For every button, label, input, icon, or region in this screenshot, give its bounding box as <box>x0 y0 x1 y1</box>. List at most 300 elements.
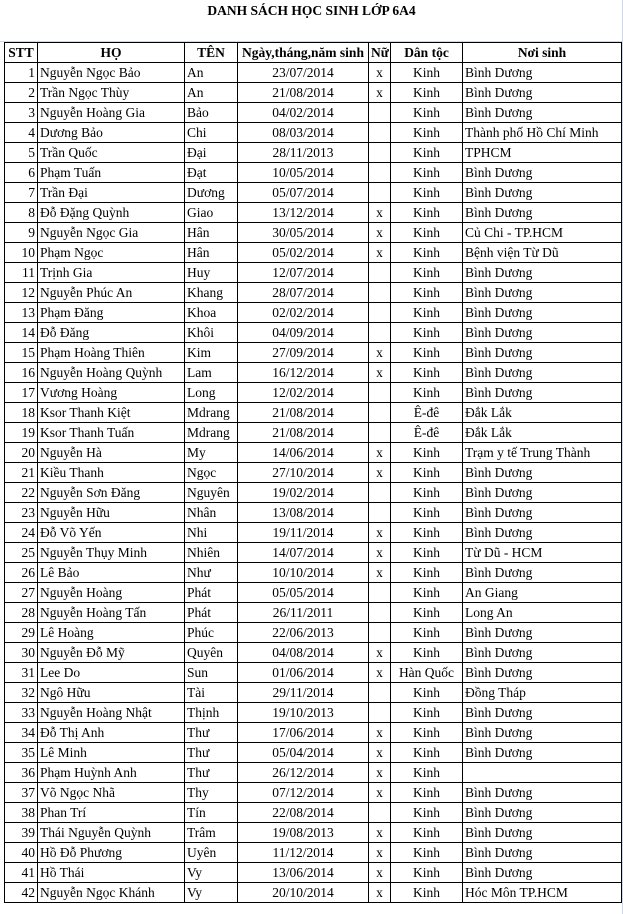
ten-cell[interactable]: Trâm <box>185 823 238 843</box>
noi-sinh-cell[interactable]: Bình Dương <box>463 843 622 863</box>
dan-toc-cell[interactable]: Kinh <box>391 383 463 403</box>
birthdate-cell[interactable]: 13/08/2014 <box>238 503 369 523</box>
noi-sinh-cell[interactable]: Bình Dương <box>463 383 622 403</box>
dan-toc-cell[interactable]: Kinh <box>391 843 463 863</box>
dan-toc-cell[interactable]: Kinh <box>391 343 463 363</box>
nu-cell[interactable]: x <box>369 343 391 363</box>
birthdate-cell[interactable]: 05/05/2014 <box>238 583 369 603</box>
ho-cell[interactable]: Lee Do <box>38 663 185 683</box>
dan-toc-cell[interactable]: Kinh <box>391 103 463 123</box>
header-ten[interactable]: TÊN <box>185 43 238 63</box>
ten-cell[interactable]: Tín <box>185 803 238 823</box>
ten-cell[interactable]: Chi <box>185 123 238 143</box>
birthdate-cell[interactable]: 19/08/2013 <box>238 823 369 843</box>
stt-cell[interactable]: 8 <box>5 203 38 223</box>
ten-cell[interactable]: Huy <box>185 263 238 283</box>
birthdate-cell[interactable]: 29/11/2014 <box>238 683 369 703</box>
nu-cell[interactable]: x <box>369 63 391 83</box>
nu-cell[interactable]: x <box>369 443 391 463</box>
noi-sinh-cell[interactable]: Bình Dương <box>463 103 622 123</box>
nu-cell[interactable]: x <box>369 463 391 483</box>
birthdate-cell[interactable]: 12/02/2014 <box>238 383 369 403</box>
noi-sinh-cell[interactable]: An Giang <box>463 583 622 603</box>
stt-cell[interactable]: 22 <box>5 483 38 503</box>
birthdate-cell[interactable]: 28/11/2013 <box>238 143 369 163</box>
noi-sinh-cell[interactable]: Bình Dương <box>463 263 622 283</box>
birthdate-cell[interactable]: 14/06/2014 <box>238 443 369 463</box>
stt-cell[interactable]: 5 <box>5 143 38 163</box>
dan-toc-cell[interactable]: Kinh <box>391 443 463 463</box>
ten-cell[interactable]: Thư <box>185 743 238 763</box>
birthdate-cell[interactable]: 23/07/2014 <box>238 63 369 83</box>
birthdate-cell[interactable]: 27/10/2014 <box>238 463 369 483</box>
ho-cell[interactable]: Nguyễn Hữu <box>38 503 185 523</box>
nu-cell[interactable] <box>369 403 391 423</box>
noi-sinh-cell[interactable]: Bình Dương <box>463 743 622 763</box>
birthdate-cell[interactable]: 12/07/2014 <box>238 263 369 283</box>
birthdate-cell[interactable]: 04/08/2014 <box>238 643 369 663</box>
birthdate-cell[interactable]: 19/10/2013 <box>238 703 369 723</box>
stt-cell[interactable]: 35 <box>5 743 38 763</box>
ten-cell[interactable]: Nguyên <box>185 483 238 503</box>
nu-cell[interactable] <box>369 623 391 643</box>
ho-cell[interactable]: Phạm Huỳnh Anh <box>38 763 185 783</box>
nu-cell[interactable]: x <box>369 243 391 263</box>
noi-sinh-cell[interactable]: Bình Dương <box>463 363 622 383</box>
noi-sinh-cell[interactable]: Đắk Lắk <box>463 403 622 423</box>
nu-cell[interactable]: x <box>369 663 391 683</box>
ho-cell[interactable]: Nguyễn Hoàng Gia <box>38 103 185 123</box>
noi-sinh-cell[interactable]: Bình Dương <box>463 703 622 723</box>
ho-cell[interactable]: Kiều Thanh <box>38 463 185 483</box>
noi-sinh-cell[interactable]: Trạm y tế Trung Thành <box>463 443 622 463</box>
ten-cell[interactable]: Giao <box>185 203 238 223</box>
noi-sinh-cell[interactable]: Hóc Môn TP.HCM <box>463 883 622 903</box>
birthdate-cell[interactable]: 26/12/2014 <box>238 763 369 783</box>
ten-cell[interactable]: Phát <box>185 603 238 623</box>
dan-toc-cell[interactable]: Kinh <box>391 143 463 163</box>
stt-cell[interactable]: 32 <box>5 683 38 703</box>
noi-sinh-cell[interactable]: Bình Dương <box>463 183 622 203</box>
header-ngay-sinh[interactable]: Ngày,tháng,năm sinh <box>238 43 369 63</box>
stt-cell[interactable]: 39 <box>5 823 38 843</box>
dan-toc-cell[interactable]: Kinh <box>391 463 463 483</box>
stt-cell[interactable]: 41 <box>5 863 38 883</box>
ten-cell[interactable]: Ngọc <box>185 463 238 483</box>
ten-cell[interactable]: Như <box>185 563 238 583</box>
nu-cell[interactable]: x <box>369 363 391 383</box>
stt-cell[interactable]: 29 <box>5 623 38 643</box>
birthdate-cell[interactable]: 01/06/2014 <box>238 663 369 683</box>
birthdate-cell[interactable]: 30/05/2014 <box>238 223 369 243</box>
nu-cell[interactable]: x <box>369 863 391 883</box>
ho-cell[interactable]: Đỗ Đặng Quỳnh <box>38 203 185 223</box>
nu-cell[interactable]: x <box>369 763 391 783</box>
stt-cell[interactable]: 28 <box>5 603 38 623</box>
stt-cell[interactable]: 42 <box>5 883 38 903</box>
stt-cell[interactable]: 20 <box>5 443 38 463</box>
noi-sinh-cell[interactable]: Bình Dương <box>463 343 622 363</box>
ho-cell[interactable]: Nguyễn Hoàng Tấn <box>38 603 185 623</box>
ho-cell[interactable]: Nguyễn Phúc An <box>38 283 185 303</box>
ho-cell[interactable]: Phạm Tuấn <box>38 163 185 183</box>
dan-toc-cell[interactable]: Kinh <box>391 223 463 243</box>
dan-toc-cell[interactable]: Hàn Quốc <box>391 663 463 683</box>
dan-toc-cell[interactable]: Kinh <box>391 523 463 543</box>
dan-toc-cell[interactable]: Kinh <box>391 323 463 343</box>
birthdate-cell[interactable]: 22/06/2013 <box>238 623 369 643</box>
noi-sinh-cell[interactable]: Bình Dương <box>463 323 622 343</box>
noi-sinh-cell[interactable]: Bình Dương <box>463 303 622 323</box>
nu-cell[interactable]: x <box>369 883 391 903</box>
ho-cell[interactable]: Thái Nguyễn Quỳnh <box>38 823 185 843</box>
stt-cell[interactable]: 2 <box>5 83 38 103</box>
dan-toc-cell[interactable]: Kinh <box>391 563 463 583</box>
dan-toc-cell[interactable]: Kinh <box>391 123 463 143</box>
birthdate-cell[interactable]: 21/08/2014 <box>238 403 369 423</box>
nu-cell[interactable] <box>369 423 391 443</box>
noi-sinh-cell[interactable]: Đắk Lắk <box>463 423 622 443</box>
dan-toc-cell[interactable]: Kinh <box>391 363 463 383</box>
dan-toc-cell[interactable]: Kinh <box>391 803 463 823</box>
dan-toc-cell[interactable]: Kinh <box>391 203 463 223</box>
birthdate-cell[interactable]: 10/10/2014 <box>238 563 369 583</box>
nu-cell[interactable] <box>369 303 391 323</box>
stt-cell[interactable]: 14 <box>5 323 38 343</box>
noi-sinh-cell[interactable]: TPHCM <box>463 143 622 163</box>
dan-toc-cell[interactable]: Kinh <box>391 583 463 603</box>
header-nu[interactable]: Nữ <box>369 43 391 63</box>
dan-toc-cell[interactable]: Kinh <box>391 763 463 783</box>
dan-toc-cell[interactable]: Kinh <box>391 743 463 763</box>
nu-cell[interactable] <box>369 283 391 303</box>
ho-cell[interactable]: Ngô Hữu <box>38 683 185 703</box>
birthdate-cell[interactable]: 08/03/2014 <box>238 123 369 143</box>
stt-cell[interactable]: 19 <box>5 423 38 443</box>
ho-cell[interactable]: Nguyễn Hoàng Quỳnh <box>38 363 185 383</box>
stt-cell[interactable]: 34 <box>5 723 38 743</box>
ho-cell[interactable]: Hồ Thái <box>38 863 185 883</box>
ho-cell[interactable]: Nguyễn Sơn Đăng <box>38 483 185 503</box>
birthdate-cell[interactable]: 21/08/2014 <box>238 83 369 103</box>
ho-cell[interactable]: Nguyễn Thụy Minh <box>38 543 185 563</box>
dan-toc-cell[interactable]: Kinh <box>391 683 463 703</box>
dan-toc-cell[interactable]: Kinh <box>391 163 463 183</box>
stt-cell[interactable]: 7 <box>5 183 38 203</box>
stt-cell[interactable]: 24 <box>5 523 38 543</box>
dan-toc-cell[interactable]: Kinh <box>391 783 463 803</box>
noi-sinh-cell[interactable]: Bình Dương <box>463 663 622 683</box>
birthdate-cell[interactable]: 20/10/2014 <box>238 883 369 903</box>
noi-sinh-cell[interactable]: Bình Dương <box>463 63 622 83</box>
ho-cell[interactable]: Phạm Hoàng Thiên <box>38 343 185 363</box>
birthdate-cell[interactable]: 16/12/2014 <box>238 363 369 383</box>
nu-cell[interactable] <box>369 123 391 143</box>
ho-cell[interactable]: Nguyễn Đỗ Mỹ <box>38 643 185 663</box>
noi-sinh-cell[interactable]: Bình Dương <box>463 523 622 543</box>
nu-cell[interactable] <box>369 483 391 503</box>
dan-toc-cell[interactable]: Kinh <box>391 183 463 203</box>
noi-sinh-cell[interactable]: Bình Dương <box>463 283 622 303</box>
ho-cell[interactable]: Nguyễn Hà <box>38 443 185 463</box>
birthdate-cell[interactable]: 05/07/2014 <box>238 183 369 203</box>
dan-toc-cell[interactable]: Kinh <box>391 823 463 843</box>
dan-toc-cell[interactable]: Kinh <box>391 643 463 663</box>
header-dan-toc[interactable]: Dân tộc <box>391 43 463 63</box>
noi-sinh-cell[interactable]: Long An <box>463 603 622 623</box>
ten-cell[interactable]: Đạt <box>185 163 238 183</box>
ten-cell[interactable]: My <box>185 443 238 463</box>
dan-toc-cell[interactable]: Ê-đê <box>391 403 463 423</box>
birthdate-cell[interactable]: 13/12/2014 <box>238 203 369 223</box>
ho-cell[interactable]: Trần Đại <box>38 183 185 203</box>
ten-cell[interactable]: Phúc <box>185 623 238 643</box>
nu-cell[interactable] <box>369 703 391 723</box>
noi-sinh-cell[interactable]: Bình Dương <box>463 863 622 883</box>
ho-cell[interactable]: Võ Ngọc Nhã <box>38 783 185 803</box>
ten-cell[interactable]: Kim <box>185 343 238 363</box>
dan-toc-cell[interactable]: Kinh <box>391 483 463 503</box>
noi-sinh-cell[interactable]: Bình Dương <box>463 723 622 743</box>
ten-cell[interactable]: Đại <box>185 143 238 163</box>
noi-sinh-cell[interactable] <box>463 763 622 783</box>
noi-sinh-cell[interactable]: Bình Dương <box>463 503 622 523</box>
stt-cell[interactable]: 18 <box>5 403 38 423</box>
stt-cell[interactable]: 10 <box>5 243 38 263</box>
header-stt[interactable]: STT <box>5 43 38 63</box>
ho-cell[interactable]: Nguyễn Ngọc Bảo <box>38 63 185 83</box>
noi-sinh-cell[interactable]: Bình Dương <box>463 483 622 503</box>
empty-sheet-row[interactable] <box>0 22 623 42</box>
stt-cell[interactable]: 9 <box>5 223 38 243</box>
nu-cell[interactable]: x <box>369 203 391 223</box>
dan-toc-cell[interactable]: Kinh <box>391 63 463 83</box>
ho-cell[interactable]: Phạm Ngọc <box>38 243 185 263</box>
noi-sinh-cell[interactable]: Bình Dương <box>463 783 622 803</box>
birthdate-cell[interactable]: 27/09/2014 <box>238 343 369 363</box>
dan-toc-cell[interactable]: Kinh <box>391 283 463 303</box>
ho-cell[interactable]: Lê Hoàng <box>38 623 185 643</box>
ho-cell[interactable]: Lê Minh <box>38 743 185 763</box>
nu-cell[interactable]: x <box>369 783 391 803</box>
nu-cell[interactable] <box>369 503 391 523</box>
ho-cell[interactable]: Dương Bảo <box>38 123 185 143</box>
dan-toc-cell[interactable]: Kinh <box>391 83 463 103</box>
ten-cell[interactable]: Tài <box>185 683 238 703</box>
ho-cell[interactable]: Nguyễn Hoàng <box>38 583 185 603</box>
ten-cell[interactable]: Lam <box>185 363 238 383</box>
nu-cell[interactable]: x <box>369 563 391 583</box>
birthdate-cell[interactable]: 10/05/2014 <box>238 163 369 183</box>
nu-cell[interactable]: x <box>369 723 391 743</box>
ten-cell[interactable]: Thịnh <box>185 703 238 723</box>
ten-cell[interactable]: Vy <box>185 863 238 883</box>
stt-cell[interactable]: 17 <box>5 383 38 403</box>
birthdate-cell[interactable]: 21/08/2014 <box>238 423 369 443</box>
ten-cell[interactable]: Phát <box>185 583 238 603</box>
birthdate-cell[interactable]: 07/12/2014 <box>238 783 369 803</box>
header-ho[interactable]: HỌ <box>38 43 185 63</box>
birthdate-cell[interactable]: 14/07/2014 <box>238 543 369 563</box>
noi-sinh-cell[interactable]: Từ Dũ - HCM <box>463 543 622 563</box>
birthdate-cell[interactable]: 17/06/2014 <box>238 723 369 743</box>
stt-cell[interactable]: 11 <box>5 263 38 283</box>
ho-cell[interactable]: Phan Trí <box>38 803 185 823</box>
nu-cell[interactable]: x <box>369 743 391 763</box>
ten-cell[interactable]: Hân <box>185 243 238 263</box>
birthdate-cell[interactable]: 28/07/2014 <box>238 283 369 303</box>
noi-sinh-cell[interactable]: Bình Dương <box>463 643 622 663</box>
dan-toc-cell[interactable]: Kinh <box>391 863 463 883</box>
ten-cell[interactable]: Hân <box>185 223 238 243</box>
ho-cell[interactable]: Phạm Đăng <box>38 303 185 323</box>
nu-cell[interactable]: x <box>369 823 391 843</box>
dan-toc-cell[interactable]: Kinh <box>391 703 463 723</box>
stt-cell[interactable]: 16 <box>5 363 38 383</box>
stt-cell[interactable]: 1 <box>5 63 38 83</box>
nu-cell[interactable]: x <box>369 83 391 103</box>
nu-cell[interactable] <box>369 103 391 123</box>
ten-cell[interactable]: An <box>185 63 238 83</box>
noi-sinh-cell[interactable]: Bình Dương <box>463 803 622 823</box>
birthdate-cell[interactable]: 04/02/2014 <box>238 103 369 123</box>
noi-sinh-cell[interactable]: Bình Dương <box>463 83 622 103</box>
dan-toc-cell[interactable]: Kinh <box>391 243 463 263</box>
nu-cell[interactable] <box>369 603 391 623</box>
noi-sinh-cell[interactable]: Củ Chi - TP.HCM <box>463 223 622 243</box>
nu-cell[interactable] <box>369 163 391 183</box>
ten-cell[interactable]: Khang <box>185 283 238 303</box>
dan-toc-cell[interactable]: Kinh <box>391 883 463 903</box>
stt-cell[interactable]: 40 <box>5 843 38 863</box>
stt-cell[interactable]: 30 <box>5 643 38 663</box>
ho-cell[interactable]: Đỗ Đăng <box>38 323 185 343</box>
nu-cell[interactable] <box>369 323 391 343</box>
ten-cell[interactable]: Mdrang <box>185 423 238 443</box>
ho-cell[interactable]: Hồ Đỗ Phương <box>38 843 185 863</box>
dan-toc-cell[interactable]: Ê-đê <box>391 423 463 443</box>
nu-cell[interactable] <box>369 383 391 403</box>
nu-cell[interactable] <box>369 803 391 823</box>
stt-cell[interactable]: 31 <box>5 663 38 683</box>
ho-cell[interactable]: Nguyễn Hoàng Nhật <box>38 703 185 723</box>
birthdate-cell[interactable]: 02/02/2014 <box>238 303 369 323</box>
nu-cell[interactable] <box>369 183 391 203</box>
ten-cell[interactable]: Long <box>185 383 238 403</box>
noi-sinh-cell[interactable]: Bình Dương <box>463 623 622 643</box>
dan-toc-cell[interactable]: Kinh <box>391 303 463 323</box>
noi-sinh-cell[interactable]: Bình Dương <box>463 823 622 843</box>
dan-toc-cell[interactable]: Kinh <box>391 723 463 743</box>
birthdate-cell[interactable]: 04/09/2014 <box>238 323 369 343</box>
stt-cell[interactable]: 26 <box>5 563 38 583</box>
ten-cell[interactable]: Bảo <box>185 103 238 123</box>
birthdate-cell[interactable]: 22/08/2014 <box>238 803 369 823</box>
header-noi-sinh[interactable]: Nơi sinh <box>463 43 622 63</box>
nu-cell[interactable]: x <box>369 223 391 243</box>
stt-cell[interactable]: 37 <box>5 783 38 803</box>
nu-cell[interactable]: x <box>369 543 391 563</box>
ho-cell[interactable]: Ksor Thanh Tuấn <box>38 423 185 443</box>
ten-cell[interactable]: Thy <box>185 783 238 803</box>
stt-cell[interactable]: 3 <box>5 103 38 123</box>
birthdate-cell[interactable]: 13/06/2014 <box>238 863 369 883</box>
dan-toc-cell[interactable]: Kinh <box>391 503 463 523</box>
noi-sinh-cell[interactable]: Đồng Tháp <box>463 683 622 703</box>
nu-cell[interactable] <box>369 143 391 163</box>
birthdate-cell[interactable]: 19/11/2014 <box>238 523 369 543</box>
birthdate-cell[interactable]: 05/02/2014 <box>238 243 369 263</box>
dan-toc-cell[interactable]: Kinh <box>391 623 463 643</box>
stt-cell[interactable]: 33 <box>5 703 38 723</box>
ten-cell[interactable]: Nhân <box>185 503 238 523</box>
noi-sinh-cell[interactable]: Bình Dương <box>463 163 622 183</box>
ten-cell[interactable]: Vy <box>185 883 238 903</box>
nu-cell[interactable] <box>369 263 391 283</box>
birthdate-cell[interactable]: 26/11/2011 <box>238 603 369 623</box>
ten-cell[interactable]: Khôi <box>185 323 238 343</box>
noi-sinh-cell[interactable]: Bình Dương <box>463 203 622 223</box>
ten-cell[interactable]: Mdrang <box>185 403 238 423</box>
ho-cell[interactable]: Trần Quốc <box>38 143 185 163</box>
ten-cell[interactable]: Sun <box>185 663 238 683</box>
stt-cell[interactable]: 25 <box>5 543 38 563</box>
dan-toc-cell[interactable]: Kinh <box>391 543 463 563</box>
birthdate-cell[interactable]: 11/12/2014 <box>238 843 369 863</box>
stt-cell[interactable]: 21 <box>5 463 38 483</box>
stt-cell[interactable]: 15 <box>5 343 38 363</box>
ten-cell[interactable]: Nhi <box>185 523 238 543</box>
nu-cell[interactable] <box>369 683 391 703</box>
nu-cell[interactable]: x <box>369 643 391 663</box>
stt-cell[interactable]: 12 <box>5 283 38 303</box>
stt-cell[interactable]: 27 <box>5 583 38 603</box>
ho-cell[interactable]: Vương Hoàng <box>38 383 185 403</box>
stt-cell[interactable]: 36 <box>5 763 38 783</box>
ten-cell[interactable]: Khoa <box>185 303 238 323</box>
nu-cell[interactable] <box>369 583 391 603</box>
ten-cell[interactable]: An <box>185 83 238 103</box>
stt-cell[interactable]: 4 <box>5 123 38 143</box>
stt-cell[interactable]: 23 <box>5 503 38 523</box>
nu-cell[interactable]: x <box>369 523 391 543</box>
ho-cell[interactable]: Nguyễn Ngọc Khánh <box>38 883 185 903</box>
ho-cell[interactable]: Trần Ngọc Thùy <box>38 83 185 103</box>
nu-cell[interactable]: x <box>369 843 391 863</box>
stt-cell[interactable]: 38 <box>5 803 38 823</box>
noi-sinh-cell[interactable]: Bình Dương <box>463 563 622 583</box>
ho-cell[interactable]: Nguyễn Ngọc Gia <box>38 223 185 243</box>
ten-cell[interactable]: Thư <box>185 763 238 783</box>
noi-sinh-cell[interactable]: Thành phố Hồ Chí Minh <box>463 123 622 143</box>
ten-cell[interactable]: Quyên <box>185 643 238 663</box>
dan-toc-cell[interactable]: Kinh <box>391 603 463 623</box>
noi-sinh-cell[interactable]: Bệnh viện Từ Dũ <box>463 243 622 263</box>
dan-toc-cell[interactable]: Kinh <box>391 263 463 283</box>
birthdate-cell[interactable]: 19/02/2014 <box>238 483 369 503</box>
ten-cell[interactable]: Thư <box>185 723 238 743</box>
stt-cell[interactable]: 13 <box>5 303 38 323</box>
birthdate-cell[interactable]: 05/04/2014 <box>238 743 369 763</box>
ten-cell[interactable]: Uyên <box>185 843 238 863</box>
ho-cell[interactable]: Ksor Thanh Kiệt <box>38 403 185 423</box>
ho-cell[interactable]: Đỗ Thị Anh <box>38 723 185 743</box>
ho-cell[interactable]: Đỗ Võ Yến <box>38 523 185 543</box>
noi-sinh-cell[interactable]: Bình Dương <box>463 463 622 483</box>
ten-cell[interactable]: Dương <box>185 183 238 203</box>
stt-cell[interactable]: 6 <box>5 163 38 183</box>
ten-cell[interactable]: Nhiên <box>185 543 238 563</box>
